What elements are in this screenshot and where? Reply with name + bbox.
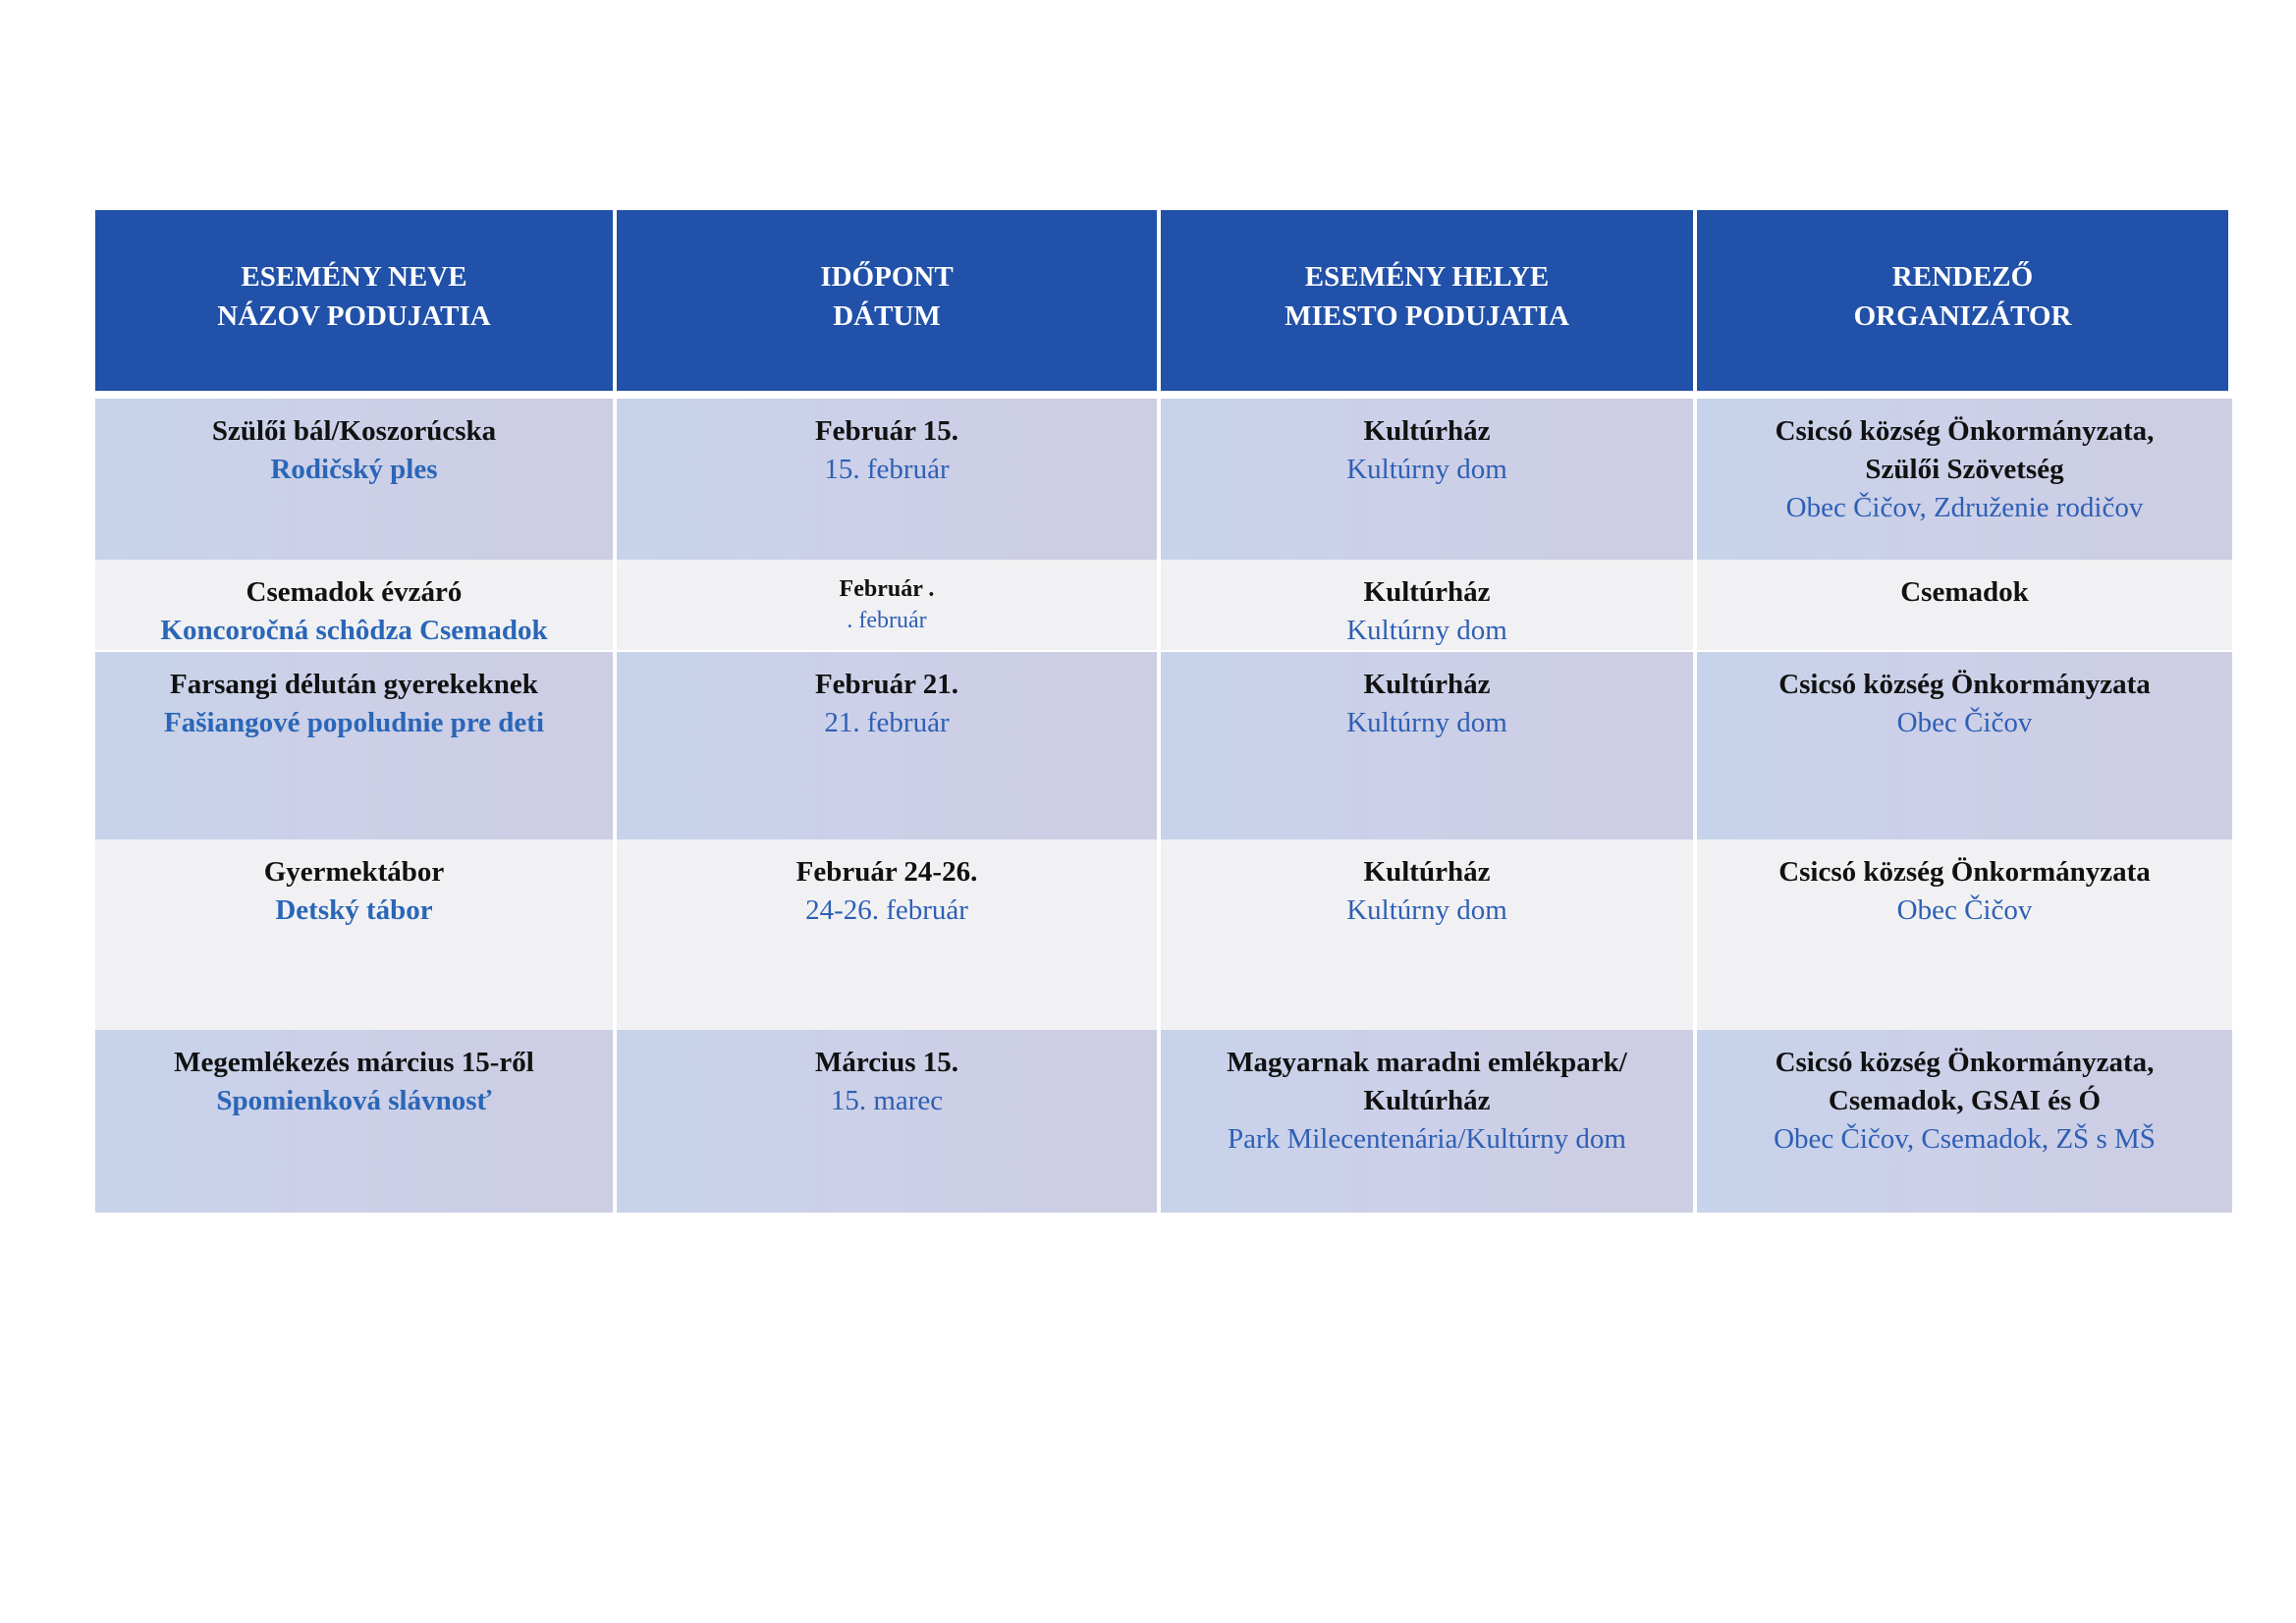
date-sk: 21. február [824, 707, 950, 738]
place-sk: Kultúrny dom [1346, 454, 1507, 485]
place-hu-line2: Kultúrház [1363, 1085, 1491, 1116]
header-organizer [1697, 210, 2232, 397]
header-place-hu: ESEMÉNY HELYE [1304, 261, 1550, 293]
place-cell [1161, 560, 1697, 652]
date-cell [617, 1030, 1161, 1213]
place-hu: Kultúrház [1363, 856, 1491, 888]
date-cell [617, 839, 1161, 1030]
organizer-hu-line2: Csemadok, GSAI és Ó [1828, 1085, 2102, 1116]
header-event-name [95, 210, 617, 397]
date-cell [617, 397, 1161, 560]
date-hu: Március 15. [814, 1047, 959, 1078]
event-name-sk: Koncoročná schôdza Csemadok [160, 615, 548, 646]
organizer-cell [1697, 652, 2232, 839]
event-name-hu: Farsangi délután gyerekeknek [170, 669, 538, 700]
event-name-cell [95, 397, 617, 560]
place-hu: Kultúrház [1363, 415, 1491, 447]
event-name-hu: Megemlékezés március 15-ről [174, 1047, 534, 1078]
organizer-hu: Csicsó község Önkormányzata, [1775, 1047, 2155, 1078]
place-hu: Kultúrház [1363, 669, 1491, 700]
organizer-cell [1697, 397, 2232, 560]
place-cell [1161, 1030, 1697, 1213]
organizer-hu: Csicsó község Önkormányzata [1778, 856, 2151, 888]
header-event-name-sk: NÁZOV PODUJATIA [217, 300, 491, 332]
event-name-sk: Detský tábor [275, 894, 433, 926]
organizer-sk: Obec Čičov, Združenie rodičov [1785, 492, 2144, 523]
date-sk: . február [847, 608, 927, 633]
header-organizer-sk: ORGANIZÁTOR [1853, 300, 2072, 332]
organizer-sk: Obec Čičov [1896, 894, 2033, 926]
header-date [617, 210, 1161, 397]
organizer-hu: Csicsó község Önkormányzata [1778, 669, 2151, 700]
date-hu: Február 15. [814, 415, 959, 447]
organizer-cell [1697, 839, 2232, 1030]
event-name-cell [95, 560, 617, 652]
place-sk: Park Milecentenária/Kultúrny dom [1228, 1123, 1626, 1155]
organizer-hu-line2: Szülői Szövetség [1865, 454, 2064, 485]
header-date-sk: DÁTUM [833, 300, 941, 332]
header-date-hu: IDŐPONT [820, 261, 954, 293]
organizer-sk: Obec Čičov, Csemadok, ZŠ s MŠ [1774, 1123, 2156, 1155]
organizer-cell [1697, 1030, 2232, 1213]
organizer-cell [1697, 560, 2232, 652]
date-hu: Február . [839, 576, 935, 602]
organizer-hu: Csicsó község Önkormányzata, [1775, 415, 2155, 447]
place-cell [1161, 839, 1697, 1030]
event-name-hu: Csemadok évzáró [246, 576, 463, 608]
date-cell [617, 560, 1161, 652]
header-event-name-hu: ESEMÉNY NEVE [241, 261, 467, 293]
organizer-hu: Csemadok [1900, 576, 2029, 608]
organizer-sk: Obec Čičov [1896, 707, 2033, 738]
event-name-sk: Spomienková slávnosť [216, 1085, 492, 1116]
event-name-sk: Fašiangové popoludnie pre deti [164, 707, 544, 738]
event-name-cell [95, 839, 617, 1030]
event-name-sk: Rodičský ples [270, 454, 438, 485]
header-place-sk: MIESTO PODUJATIA [1285, 300, 1569, 332]
place-sk: Kultúrny dom [1346, 707, 1507, 738]
place-sk: Kultúrny dom [1346, 894, 1507, 926]
event-name-cell [95, 652, 617, 839]
event-name-cell [95, 1030, 617, 1213]
event-name-hu: Szülői bál/Koszorúcska [211, 415, 497, 447]
header-place [1161, 210, 1697, 397]
place-hu: Kultúrház [1363, 576, 1491, 608]
date-sk: 24-26. február [805, 894, 968, 926]
date-hu: Február 24-26. [795, 856, 978, 888]
place-cell [1161, 652, 1697, 839]
place-cell [1161, 397, 1697, 560]
event-name-hu: Gyermektábor [263, 856, 445, 888]
header-organizer-hu: RENDEZŐ [1891, 261, 2034, 293]
place-hu: Magyarnak maradni emlékpark/ [1227, 1047, 1627, 1078]
date-cell [617, 652, 1161, 839]
events-table [95, 210, 2232, 1213]
date-hu: Február 21. [814, 669, 959, 700]
date-sk: 15. február [824, 454, 950, 485]
place-sk: Kultúrny dom [1346, 615, 1507, 646]
date-sk: 15. marec [830, 1085, 944, 1116]
